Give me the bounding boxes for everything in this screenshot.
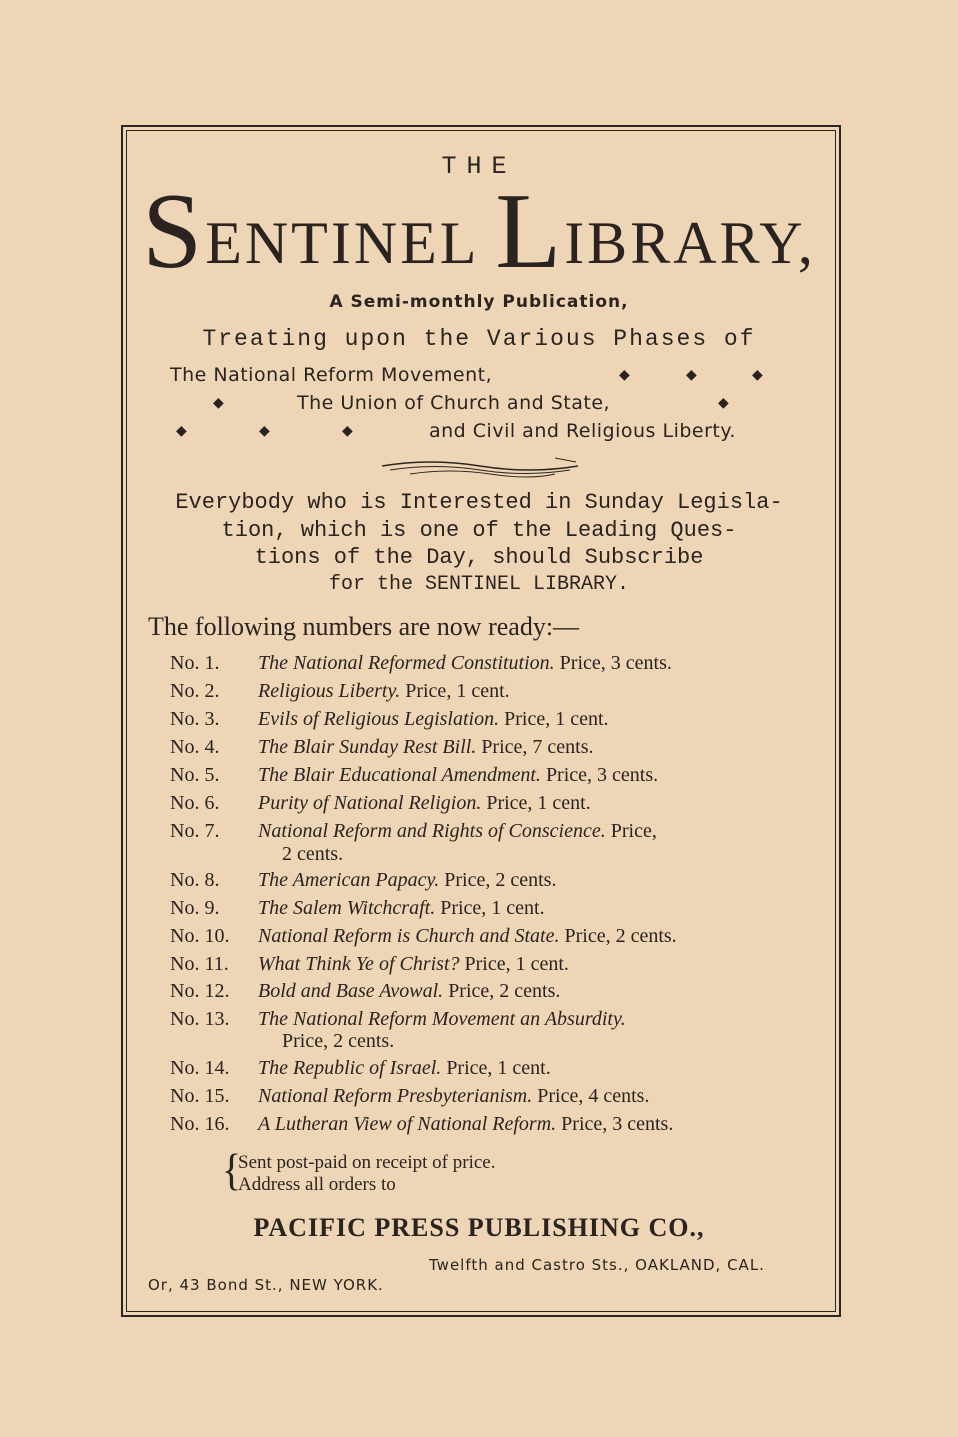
publisher-name: PACIFIC PRESS PUBLISHING CO., xyxy=(253,1213,705,1242)
item-number: No. 5. xyxy=(170,764,220,786)
diamond-ornament: ◆ xyxy=(619,368,630,383)
item-price: Price, 3 cents. xyxy=(561,1113,674,1135)
title-part-2: IBRARY, xyxy=(564,210,816,276)
list-item xyxy=(170,980,560,1003)
item-number: No. 8. xyxy=(170,869,220,891)
item-title: The American Papacy. xyxy=(258,869,440,891)
list-item xyxy=(170,953,569,976)
phase-line-2: The Union of Church and State, xyxy=(297,392,611,414)
item-title: National Reform Presbyterianism. xyxy=(258,1085,533,1107)
item-title: The Salem Witchcraft. xyxy=(258,897,436,919)
item-title: The National Reform Movement an Absurdity. xyxy=(258,1008,626,1030)
intro-line-2: tion, which is one of the Leading Ques- xyxy=(221,518,737,543)
item-title: The Blair Sunday Rest Bill. xyxy=(258,736,477,758)
item-price: Price, 4 cents. xyxy=(537,1085,650,1107)
item-number: No. 15. xyxy=(170,1085,230,1107)
item-7-continuation: 2 cents. xyxy=(282,843,344,865)
item-title: Evils of Religious Legislation. xyxy=(258,708,500,730)
list-item xyxy=(170,792,591,815)
diamond-ornament: ◆ xyxy=(342,424,353,439)
item-number: No. 14. xyxy=(170,1057,230,1079)
item-price: Price, 2 cents. xyxy=(448,980,561,1002)
phase-line-1: The National Reform Movement, xyxy=(170,364,493,386)
item-number: No. 16. xyxy=(170,1113,230,1135)
diamond-ornament: ◆ xyxy=(176,424,187,439)
diamond-ornament: ◆ xyxy=(213,396,224,411)
item-price: Price, 7 cents. xyxy=(481,736,594,758)
item-title: Purity of National Religion. xyxy=(258,792,482,814)
title-part-1: ENTINEL xyxy=(205,210,496,276)
item-price: Price, 3 cents. xyxy=(545,764,659,786)
item-title: What Think Ye of Christ? xyxy=(258,953,460,975)
item-13-continuation: Price, 2 cents. xyxy=(282,1030,395,1052)
item-price: Price, 1 cent. xyxy=(486,792,591,814)
item-price: Price, xyxy=(610,820,657,842)
intro-line-1: Everybody who is Interested in Sunday Legisla- xyxy=(175,490,783,515)
item-number: No. 11. xyxy=(170,953,229,975)
diamond-ornament: ◆ xyxy=(686,368,697,383)
list-item xyxy=(170,1085,649,1108)
item-number: No. 13. xyxy=(170,1008,230,1030)
item-price: Price, 1 cent. xyxy=(440,897,545,919)
item-price: Price, 1 cent. xyxy=(504,708,609,730)
list-item xyxy=(170,820,657,843)
note-line-1: Sent post-paid on receipt of price. xyxy=(238,1152,496,1173)
item-number: No. 1. xyxy=(170,652,220,674)
item-price: Price, 1 cent. xyxy=(446,1057,551,1079)
item-number: No. 9. xyxy=(170,897,220,919)
list-item xyxy=(170,708,609,731)
item-title: Bold and Base Avowal. xyxy=(258,980,444,1002)
item-title: The Republic of Israel. xyxy=(258,1057,442,1079)
diamond-ornament: ◆ xyxy=(259,424,270,439)
list-item xyxy=(170,925,677,948)
list-item xyxy=(170,1057,551,1080)
flourish-divider xyxy=(380,454,580,480)
item-number: No. 2. xyxy=(170,680,220,702)
item-number: No. 10. xyxy=(170,925,230,947)
intro-line-4: for the SENTINEL LIBRARY. xyxy=(328,573,630,596)
list-item xyxy=(170,1008,626,1031)
item-title: Religious Liberty. xyxy=(258,680,401,702)
list-item xyxy=(170,652,672,675)
item-title: The National Reformed Constitution. xyxy=(258,652,555,674)
item-price: Price, 3 cents. xyxy=(559,652,672,674)
subtitle: A Semi-monthly Publication, xyxy=(329,292,629,312)
item-price: Price, 2 cents. xyxy=(444,869,557,891)
intro-line-3: tions of the Day, should Subscribe xyxy=(254,545,704,570)
item-price: Price, 1 cent. xyxy=(405,680,510,702)
following-heading: The following numbers are now ready:— xyxy=(148,612,580,641)
title-initial-s: S xyxy=(142,172,206,291)
publisher-address-alt: Or, 43 Bond St., NEW YORK. xyxy=(148,1276,384,1294)
treating-line: Treating upon the Various Phases of xyxy=(202,326,756,352)
item-number: No. 6. xyxy=(170,792,220,814)
item-title: The Blair Educational Amendment. xyxy=(258,764,541,786)
item-price: Price, 1 cent. xyxy=(464,953,569,975)
list-item xyxy=(170,897,545,920)
item-number: No. 7. xyxy=(170,820,220,842)
item-number: No. 4. xyxy=(170,736,220,758)
list-item xyxy=(170,736,594,759)
item-price: Price, 2 cents. xyxy=(564,925,677,947)
title-initial-l: L xyxy=(495,172,565,291)
the-label: THE xyxy=(441,152,517,181)
note-line-2: Address all orders to xyxy=(238,1174,396,1195)
publisher-address-main: Twelfth and Castro Sts., OAKLAND, CAL. xyxy=(429,1256,765,1274)
brace-ornament: { xyxy=(222,1144,242,1195)
diamond-ornament: ◆ xyxy=(752,368,763,383)
phase-line-3: and Civil and Religious Liberty. xyxy=(429,420,736,442)
list-item xyxy=(170,869,556,892)
list-item xyxy=(170,680,510,703)
list-item xyxy=(170,1113,673,1136)
list-item xyxy=(170,764,658,787)
item-title: National Reform is Church and State. xyxy=(258,925,560,947)
item-title: A Lutheran View of National Reform. xyxy=(258,1113,557,1135)
diamond-ornament: ◆ xyxy=(718,396,729,411)
item-title: National Reform and Rights of Conscience. xyxy=(258,820,606,842)
page-title xyxy=(0,172,958,291)
item-number: No. 3. xyxy=(170,708,220,730)
item-number: No. 12. xyxy=(170,980,230,1002)
